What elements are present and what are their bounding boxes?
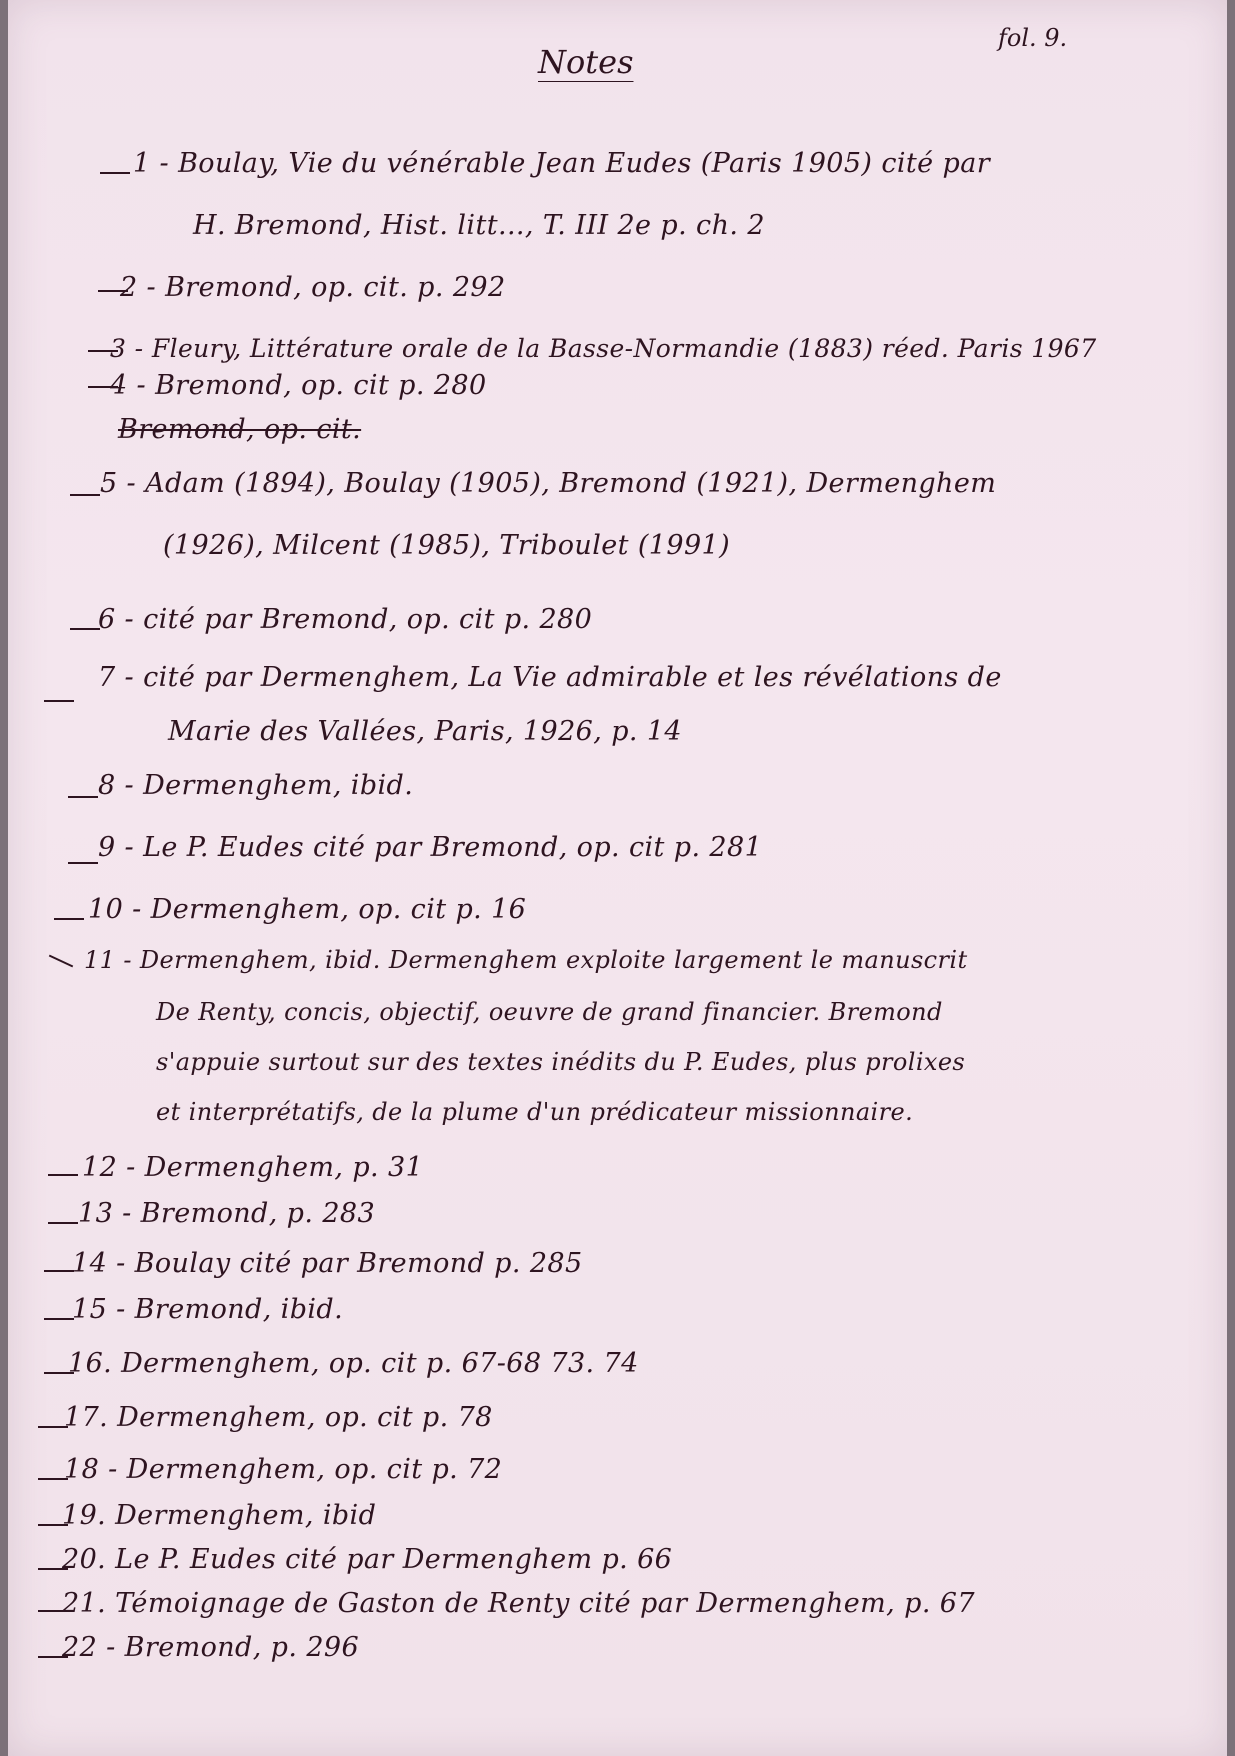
note-line: Marie des Vallées, Paris, 1926, p. 14	[168, 716, 683, 747]
note-line: 21. Témoignage de Gaston de Renty cité par Dermenghem, p. 67	[62, 1588, 975, 1619]
note-line: 5 - Adam (1894), Boulay (1905), Bremond (1921), Dermenghem	[100, 468, 997, 499]
note-line: 3 - Fleury, Littérature orale de la Basse-Normandie (1883) réed. Paris 1967	[110, 334, 1097, 363]
note-line: et interprétatifs, de la plume d'un prédicateur missionnaire.	[156, 1098, 914, 1126]
margin-dash	[70, 628, 100, 630]
note-line: (1926), Milcent (1985), Triboulet (1991)	[163, 530, 731, 561]
note-line: s'appuie surtout sur des textes inédits du P. Eudes, plus prolixes	[156, 1048, 966, 1076]
margin-dash	[44, 700, 74, 702]
note-line: 18 - Dermenghem, op. cit p. 72	[64, 1454, 503, 1485]
margin-dash	[48, 1174, 78, 1176]
note-line: 4 - Bremond, op. cit p. 280	[110, 370, 487, 401]
note-line: 16. Dermenghem, op. cit p. 67-68 73. 74	[68, 1348, 639, 1379]
note-line: De Renty, concis, objectif, oeuvre de grand financier. Bremond	[156, 998, 943, 1026]
margin-dash	[44, 1318, 74, 1320]
note-line: 19. Dermenghem, ibid	[62, 1500, 377, 1531]
note-line: 10 - Dermenghem, op. cit p. 16	[88, 894, 527, 925]
margin-dash	[68, 862, 98, 864]
note-line: 6 - cité par Bremond, op. cit p. 280	[98, 604, 593, 635]
note-line: 20. Le P. Eudes cité par Dermenghem p. 66	[62, 1544, 673, 1575]
note-line: 15 - Bremond, ibid.	[72, 1294, 344, 1325]
page-title: Notes	[538, 43, 634, 81]
manuscript-page	[8, 0, 1227, 1756]
note-line: 13 - Bremond, p. 283	[78, 1198, 376, 1229]
note-line: 14 - Boulay cité par Bremond p. 285	[72, 1248, 583, 1279]
margin-dash	[70, 494, 100, 496]
notes-list	[8, 0, 1227, 1756]
margin-dash	[44, 1270, 74, 1272]
note-line: 2 - Bremond, op. cit. p. 292	[120, 272, 506, 303]
folio-number: fol. 9.	[998, 24, 1068, 52]
note-line: 22 - Bremond, p. 296	[62, 1632, 360, 1663]
struck-note-line: Bremond, op. cit.	[118, 414, 362, 445]
note-line: 17. Dermenghem, op. cit p. 78	[64, 1402, 493, 1433]
note-line: 7 - cité par Dermenghem, La Vie admirable et les révélations de	[98, 662, 1002, 693]
margin-dash	[49, 955, 73, 968]
margin-dash	[68, 796, 98, 798]
note-line: 9 - Le P. Eudes cité par Bremond, op. cit p. 281	[98, 832, 763, 863]
note-line: 1 - Boulay, Vie du vénérable Jean Eudes (Paris 1905) cité par	[133, 148, 990, 179]
margin-dash	[54, 918, 84, 920]
note-line: H. Bremond, Hist. litt..., T. III 2e p. ch. 2	[193, 210, 765, 241]
note-line: 12 - Dermenghem, p. 31	[82, 1152, 424, 1183]
note-line: 8 - Dermenghem, ibid.	[98, 770, 414, 801]
margin-dash	[100, 172, 130, 174]
note-line: 11 - Dermenghem, ibid. Dermenghem exploite largement le manuscrit	[84, 946, 968, 974]
margin-dash	[48, 1222, 78, 1224]
